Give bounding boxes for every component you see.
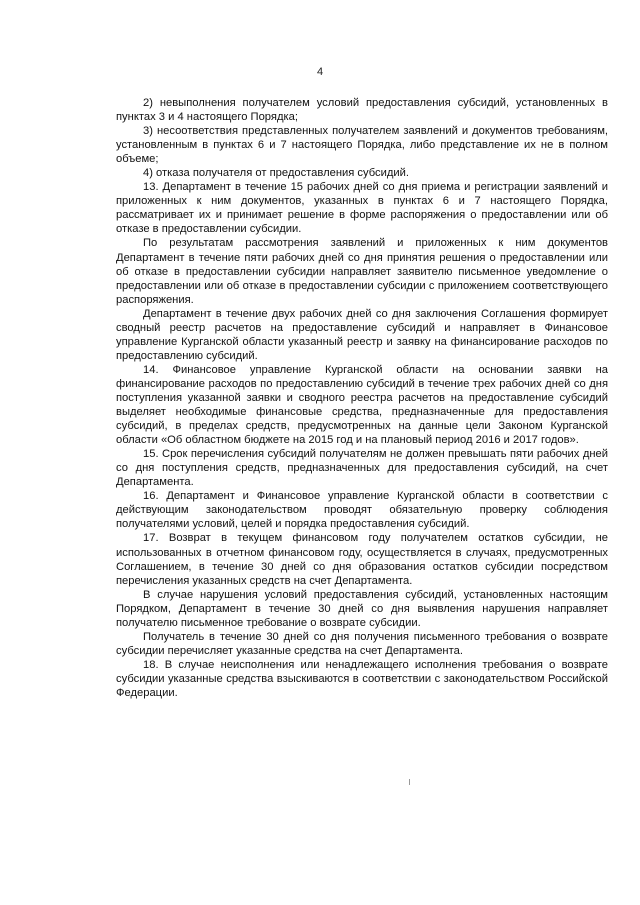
paragraph-13-results: По результатам рассмотрения заявлений и приложенных к ним документов Департамент в течение пяти рабочих дней со дня принятия решения о предоставлении или об отказе в предоставлении субсидии направляет заявителю письменное уведомление о предоставлении или об отказе в предоставлении субсидии с приложением соответствующего распоряжения.: [116, 237, 608, 306]
paragraph-17-violation: В случае нарушения условий предоставления субсидий, установленных настоящим Порядком, Департамент в течение 30 дней со дня выявления нарушения направляет получателю письменное требование о возврате субсидии.: [116, 588, 608, 629]
paragraph-item-3: 3) несоответствия представленных получателем заявлений и документов требованиям, установленным в пунктах 6 и 7 настоящего Порядка, либо представление их не в полном объеме;: [116, 125, 608, 166]
document-body: [116, 96, 608, 700]
paragraph-item-2: 2) невыполнения получателем условий предоставления субсидий, установленных в пунктах 3 и 4 настоящего Порядка;: [116, 97, 608, 124]
paragraph-17: 17. Возврат в текущем финансовом году получателем остатков субсидии, не использованных в отчетном финансовом году, осуществляется в случаях, предусмотренных Соглашением, в течение 30 дней со дня образования остатков субсидии посредством перечисления указанных средств на счет Департамента.: [116, 532, 608, 587]
paragraph-14: 14. Финансовое управление Курганской области на основании заявки на финансирование расходов по предоставлению субсидий в течение трех рабочих дней со дня поступления указанной заявки и сводного реестра расчетов на предоставление субсидий выделяет необходимые финансовые средства, предназначенные для предоставления субсидий, в пределах средств, предусмотренных на данные цели Законом Курганской области «Об областном бюджете на 2015 год и на плановый период 2016 и 2017 годов».: [116, 363, 608, 447]
paragraph-13-registry: Департамент в течение двух рабочих дней со дня заключения Соглашения формирует сводный реестр расчетов на предоставление субсидий и направляет в Финансовое управление Курганской области указанный реестр и заявку на финансирование расходов по предоставлению субсидий.: [116, 307, 608, 362]
paragraph-18: 18. В случае неисполнения или ненадлежащего исполнения требования о возврате субсидии указанные средства взыскиваются в соответствии с законодательством Российской Федерации.: [116, 658, 608, 699]
paragraph-17-return: Получатель в течение 30 дней со дня получения письменного требования о возврате субсидии перечисляет указанные средства на счет Департамента.: [116, 630, 608, 657]
scan-mark: [409, 779, 410, 785]
page-number: 4: [316, 66, 324, 78]
paragraph-item-4: 4) отказа получателя от предоставления субсидий.: [143, 167, 409, 180]
paragraph-13: 13. Департамент в течение 15 рабочих дней со дня приема и регистрации заявлений и приложенных к ним документов, указанных в пунктах 6 и 7 настоящего Порядка, рассматривает их и принимает решение в форме распоряжения о предоставлении или об отказе в предоставлении субсидии.: [116, 181, 608, 236]
paragraph-15: 15. Срок перечисления субсидий получателям не должен превышать пяти рабочих дней со дня поступления средств, предназначенных для предоставления субсидий, на счет Департамента.: [116, 448, 608, 489]
paragraph-16: 16. Департамент и Финансовое управление Курганской области в соответствии с действующим законодательством проводят обязательную проверку соблюдения получателями условий, целей и порядка предоставления субсидий.: [116, 490, 608, 531]
